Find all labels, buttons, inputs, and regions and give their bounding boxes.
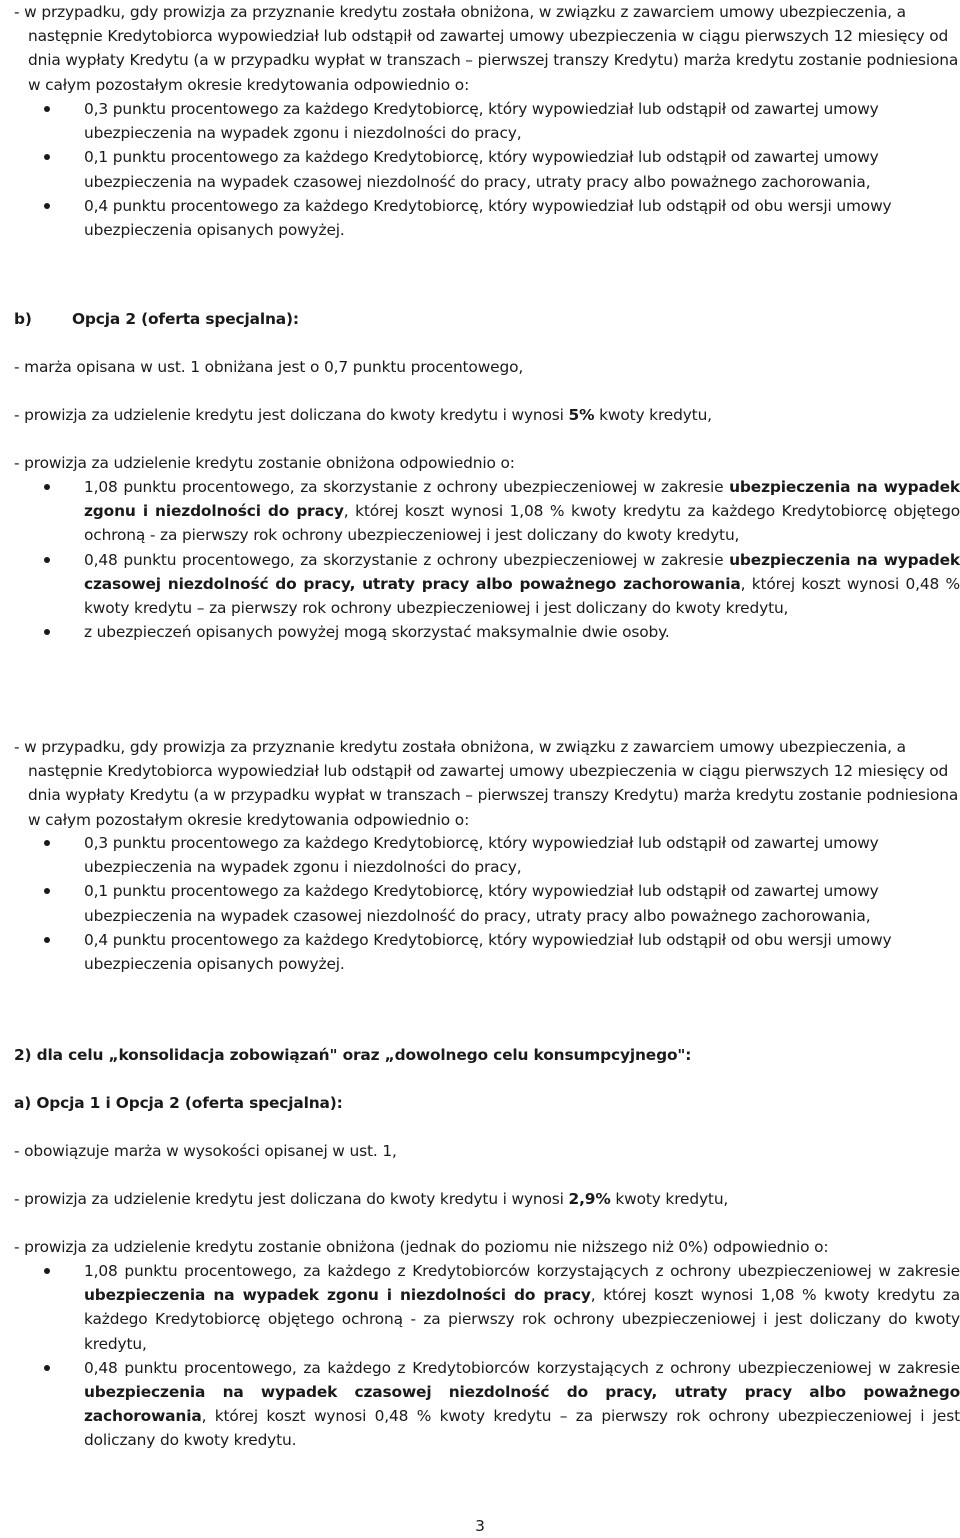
bullet-icon: [44, 840, 50, 846]
list-item: 0,4 punktu procentowego za każdego Kredytobiorcę, który wypowiedział lub odstąpił od obu wersji umowy ubezpieczenia opisanych powyżej.: [44, 194, 960, 242]
bullet-icon: [44, 629, 50, 635]
list-item: 0,3 punktu procentowego za każdego Kredytobiorcę, który wypowiedział lub odstąpił od zawartej umowy ubezpieczenia na wypadek zgonu i niezdolności do pracy,: [44, 97, 960, 145]
bullet-icon: [44, 888, 50, 894]
fee-percent: 2,9%: [568, 1190, 611, 1208]
list-item: 1,08 punktu procentowego, za skorzystanie z ochrony ubezpieczeniowej w zakresie ubezpieczenia na wypadek zgonu i niezdolności do pracy, której koszt wynosi 1,08 % kwoty kredytu za każdego Kredytobiorcę objętego ochroną - za pierwszy rok ochrony ubezpieczeniowej i jest doliczany do kwoty kredytu,: [44, 475, 960, 548]
section2-sub-heading: a) Opcja 1 i Opcja 2 (oferta specjalna):: [14, 1094, 343, 1112]
list-item: 0,48 punktu procentowego, za każdego z Kredytobiorców korzystających z ochrony ubezpieczeniowej w zakresie ubezpieczenia na wypadek czasowej niezdolność do pracy, utraty pracy albo poważnego zachorowania, której koszt wynosi 0,48 % kwoty kredytu – za pierwszy rok ochrony ubezpieczeniowej i jest doliczany do kwoty kredytu.: [44, 1356, 960, 1453]
list-item: 0,4 punktu procentowego za każdego Kredytobiorcę, który wypowiedział lub odstąpił od obu wersji umowy ubezpieczenia opisanych powyżej.: [44, 928, 960, 976]
bullet-icon: [44, 1365, 50, 1371]
bullet-icon: [44, 484, 50, 490]
margin-increase-list-2: [44, 831, 960, 976]
section2-reduce-line: - prowizja za udzielenie kredytu zostanie obniżona (jednak do poziomu nie niższego niż 0%) odpowiednio o:: [14, 1238, 829, 1256]
list-item: 0,48 punktu procentowego, za skorzystanie z ochrony ubezpieczeniowej w zakresie ubezpieczenia na wypadek czasowej niezdolność do pracy, utraty pracy albo poważnego zachorowania, której koszt wynosi 0,48 % kwoty kredytu – za pierwszy rok ochrony ubezpieczeniowej i jest doliczany do kwoty kredytu,: [44, 548, 960, 621]
list-item: 1,08 punktu procentowego, za każdego z Kredytobiorców korzystających z ochrony ubezpieczeniowej w zakresie ubezpieczenia na wypadek zgonu i niezdolności do pracy, której koszt wynosi 1,08 % kwoty kredytu za każdego Kredytobiorcę objętego ochroną - za pierwszy rok ochrony ubezpieczeniowej i jest doliczany do kwoty kredytu,: [44, 1259, 960, 1356]
section2-margin-line: - obowiązuje marża w wysokości opisanej w ust. 1,: [14, 1142, 397, 1160]
option2-title: Opcja 2 (oferta specjalna):: [72, 310, 299, 328]
bullet-icon: [44, 106, 50, 112]
list-item: 0,1 punktu procentowego za każdego Kredytobiorcę, który wypowiedział lub odstąpił od zawartej umowy ubezpieczenia na wypadek czasowej niezdolność do pracy, utraty pracy albo poważnego zachorowania,: [44, 145, 960, 193]
option2-reduction-list: [44, 475, 960, 644]
list-item: 0,3 punktu procentowego za każdego Kredytobiorcę, który wypowiedział lub odstąpił od zawartej umowy ubezpieczenia na wypadek zgonu i niezdolności do pracy,: [44, 831, 960, 879]
section2-reduction-list: [44, 1259, 960, 1453]
bullet-icon: [44, 557, 50, 563]
bullet-icon: [44, 937, 50, 943]
section2-heading: 2) dla celu „konsolidacja zobowiązań" oraz „dowolnego celu konsumpcyjnego":: [14, 1046, 692, 1064]
option2-label: b): [14, 310, 32, 328]
option2-margin-line: - marża opisana w ust. 1 obniżana jest o 0,7 punktu procentowego,: [14, 358, 524, 376]
bullet-icon: [44, 154, 50, 160]
margin-increase-paragraph-2: - w przypadku, gdy prowizja za przyznanie kredytu została obniżona, w związku z zawarciem umowy ubezpieczenia, a następnie Kredytobiorca wypowiedział lub odstąpił od zawartej umowy ubezpieczenia w ciągu pierwszych 12 miesięcy od dnia wypłaty Kredytu (a w przypadku wypłat w transzach – pierwszej transzy Kredytu) marża kredytu zostanie podniesiona w całym pozostałym okresie kredytowania odpowiednio o:: [14, 738, 959, 829]
page-number: 3: [475, 1517, 485, 1535]
margin-increase-paragraph: - w przypadku, gdy prowizja za przyznanie kredytu została obniżona, w związku z zawarciem umowy ubezpieczenia, a następnie Kredytobiorca wypowiedział lub odstąpił od zawartej umowy ubezpieczenia w ciągu pierwszych 12 miesięcy od dnia wypłaty Kredytu (a w przypadku wypłat w transzach – pierwszej transzy Kredytu) marża kredytu zostanie podniesiona w całym pozostałym okresie kredytowania odpowiednio o:: [14, 3, 959, 94]
option2-fee-line: - prowizja za udzielenie kredytu jest doliczana do kwoty kredytu i wynosi 5% kwoty kredytu,: [14, 406, 712, 424]
section2-fee-line: - prowizja za udzielenie kredytu jest doliczana do kwoty kredytu i wynosi 2,9% kwoty kredytu,: [14, 1190, 729, 1208]
fee-percent: 5%: [568, 406, 595, 424]
bullet-icon: [44, 203, 50, 209]
bullet-icon: [44, 1268, 50, 1274]
list-item: 0,1 punktu procentowego za każdego Kredytobiorcę, który wypowiedział lub odstąpił od zawartej umowy ubezpieczenia na wypadek czasowej niezdolność do pracy, utraty pracy albo poważnego zachorowania,: [44, 879, 960, 927]
option2-heading: [14, 307, 299, 331]
margin-increase-list: [44, 97, 960, 242]
list-item: z ubezpieczeń opisanych powyżej mogą skorzystać maksymalnie dwie osoby.: [44, 620, 960, 644]
option2-reduce-line: - prowizja za udzielenie kredytu zostanie obniżona odpowiednio o:: [14, 454, 515, 472]
